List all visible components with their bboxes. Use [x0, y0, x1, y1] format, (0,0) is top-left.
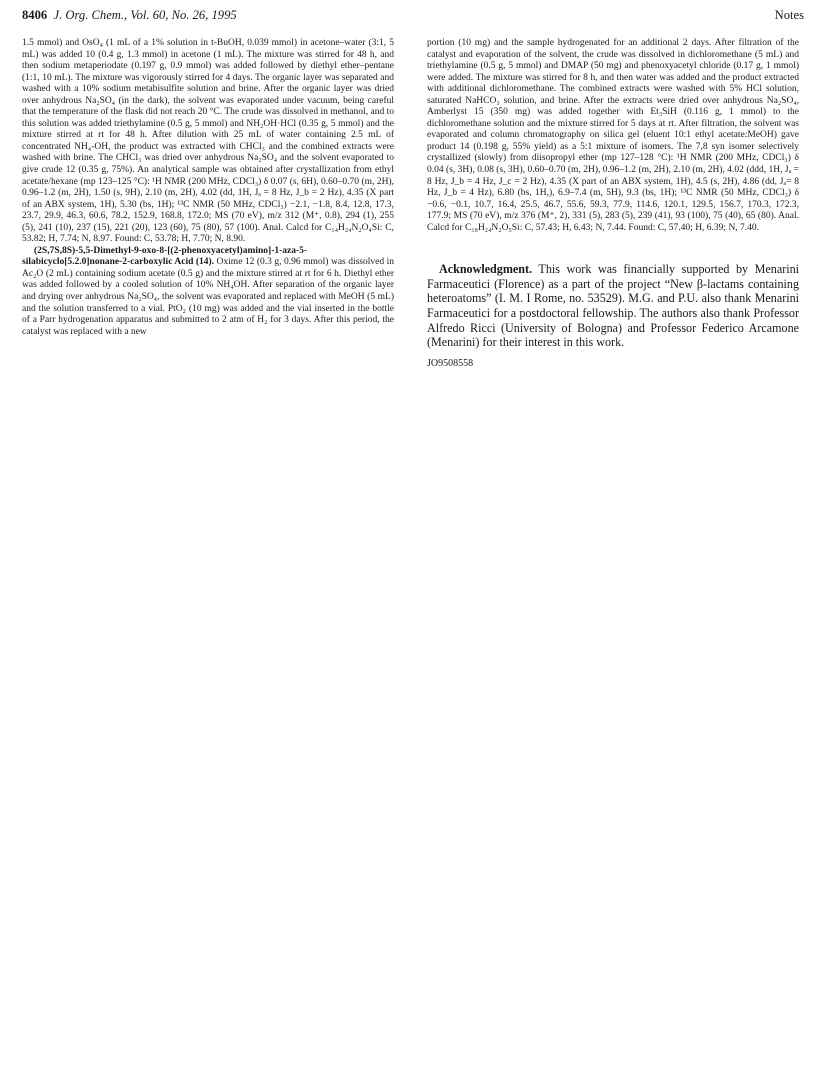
compound-14-title: (2S,7S,8S)-5,5-Dimethyl-9-oxo-8-[(2-phenoxyacetyl)amino]-1-aza-5-silabicyclo[5.2.0]nonane-2-carboxylic Acid (14).	[22, 245, 308, 268]
compound-14-procedure-continued: portion (10 mg) and the sample hydrogenated for an additional 2 days. After filtration of the catalyst and evaporation of the solvent, the crude was dissolved in dichloromethane (5 mL) and triethylamine (0.5 g, 5 mmol) and DMAP (50 mg) and phenoxyacetyl chloride (0.17 g, 1 mmol) were added. The mixture was stirred for 8 h, and then water was added and the product extracted with additional dichloromethane. The combined extracts were washed with 5% HCl solution, saturated NaHCO₃ solution, and brine. After the extracts were dried over anhydrous Na₂SO₄, Amberlyst 15 (350 mg) was added together with Et₃SiH (0.116 g, 1 mmol) to the dichloromethane solution and the mixture stirred for 5 days at rt. After filtration, the solvent was evaporated and column chromatography on silica gel (eluent 10:1 ethyl acetate:MeOH) gave product 14 (0.198 g, 55% yield) as a 5:1 mixture of isomers. The 7,8 syn isomer selectively crystallized (slowly) from diisopropyl ether (mp 127–128 °C): ¹H NMR (200 MHz, CDCl₃) δ 0.04 (s, 3H), 0.08 (s, 3H), 0.60–0.70 (m, 2H), 0.96–1.2 (m, 2H), 2.10 (m, 2H), 4.02 (ddd, 1H, Jₐ = 8 Hz, J_b = 4 Hz, J_c = 2 Hz), 4.35 (X part of an ABX system, 1H), 4.5 (s, 2H), 4.86 (dd, Jₐ= 8 Hz, J_b = 4 Hz), 6.80 (bs, 1H,), 6.9–7.4 (m, 5H), 9.3 (bs, 1H); ¹³C NMR (50 MHz, CDCl₃) δ −0.6, −0.1, 10.7, 16.4, 25.5, 46.7, 55.6, 59.3, 77.9, 114.6, 120.1, 129.5, 156.7, 170.3, 172.3, 177.9; MS (70 eV), m/z 376 (M⁺, 2), 331 (5), 283 (5), 239 (41), 93 (100), 75 (40), 65 (80). Anal. Calcd for C₁₈H₂₄N₂O₅Si: C, 57.43; H, 6.43; N, 7.44. Found: C, 57.40; H, 6.39; N, 7.40.	[427, 38, 799, 233]
compound-14-paragraph	[22, 246, 394, 338]
right-column	[427, 38, 799, 369]
acknowledgment-paragraph	[427, 262, 799, 350]
journal-citation: J. Org. Chem., Vol. 60, No. 26, 1995	[53, 8, 237, 22]
experimental-paragraph-continued: 1.5 mmol) and OsO₄ (1 mL of a 1% solution in t-BuOH, 0.039 mmol) in acetone–water (3:1, 5 mL) was added 10 (0.4 g, 1.3 mmol) in acetone (1 mL). The mixture was stirred for 48 h, and then sodium metaperiodate (0.197 g, 0.9 mmol) was added followed by diethyl ether–pentane (1:1, 10 mL). The mixture was vigorously stirred for 4 days. The organic layer was separated and washed with a 10% sodium metabisulfite solution and brine. After the organic layer was dried over anhydrous Na₂SO₄ (in the dark), the solvent was evaporated under vacuum, being careful that the temperature of the flask did not reach 20 °C. The crude was dissolved in methanol, and to this solution was added triethylamine (0.5 g, 5 mmol) and NH₂OH·HCl (0.35 g, 5 mmol) and the mixture stirred at rt for 48 h. After dilution with 25 mL of water containing 2.5 mL of concentrated NH₄-OH, the product was extracted with CHCl₃ and the combined extracts were washed with brine. The CHCl₃ was dried over anhydrous Na₂SO₄ and the solvent evaporated to give crude 12 (0.35 g, 75%). An analytical sample was obtained after crystallization from ethyl acetate/hexane (mp 123–125 °C): ¹H NMR (200 MHz, CDCl₃) δ 0.07 (s, 6H), 0.60–0.70 (m, 2H), 0.96–1.2 (m, 2H), 1.50 (s, 9H), 2.10 (m, 2H), 4.02 (dd, 1H, Jₐ = 8 Hz, J_b = 2 Hz), 4.35 (X part of an ABX system, 1H), 5.30 (bs, 1H); ¹³C NMR (50 MHz, CDCl₃) −2.1, −1.8, 8.4, 12.8, 17.3, 23.7, 29.9, 46.3, 60.6, 78.2, 152.9, 168.8, 172.0; MS (70 eV), m/z 312 (M⁺, 0.8), 294 (1), 255 (5), 241 (10), 237 (15), 221 (20), 123 (60), 75 (80), 57 (100). Anal. Calcd for C₁₄H₂₄N₂O₄Si: C, 53.82; H, 7.74; N, 8.97. Found: C, 53.78; H, 7.70; N, 8.90.	[22, 38, 394, 245]
header-left	[22, 8, 237, 23]
page-header	[22, 8, 804, 28]
acknowledgment-heading: Acknowledgment.	[439, 262, 533, 277]
compound-14-procedure: Oxime 12 (0.3 g, 0.96 mmol) was dissolved in Ac₂O (2 mL) containing sodium acetate (0.5 g) and the mixture stirred at rt for 6 h. Diethyl ether was added followed by a cooled solution of 10% NH₄OH. After separation of the organic layer and drying over anhydrous Na₂SO₄, the solvent was evaporated and replaced with MeOH (5 mL) and the solution transferred to a vial. PtO₂ (10 mg) was added and the vial inserted in the bottle of a Parr hydrogenation apparatus and submitted to 2 atm of H₂ for 3 days. After this period, the catalyst was replaced with a new	[22, 257, 394, 337]
section-label: Notes	[774, 8, 804, 22]
left-column	[22, 38, 394, 338]
acknowledgment-body: This work was financially supported by Menarini Farmaceutici (Florence) as a part of the project “New β-lactams containing heteroatoms” (I. M. I Rome, no. 53529). M.G. and P.U. also thank Menarini Farmaceutici for a postdoctoral fellowship. The authors also thank Professor Alfredo Ricci (University of Bologna) and Professor Federico Arcamone (Menarini) for their interest in this work.	[427, 262, 799, 350]
page-number: 8406	[22, 8, 48, 22]
manuscript-code: JO9508558	[427, 357, 474, 369]
